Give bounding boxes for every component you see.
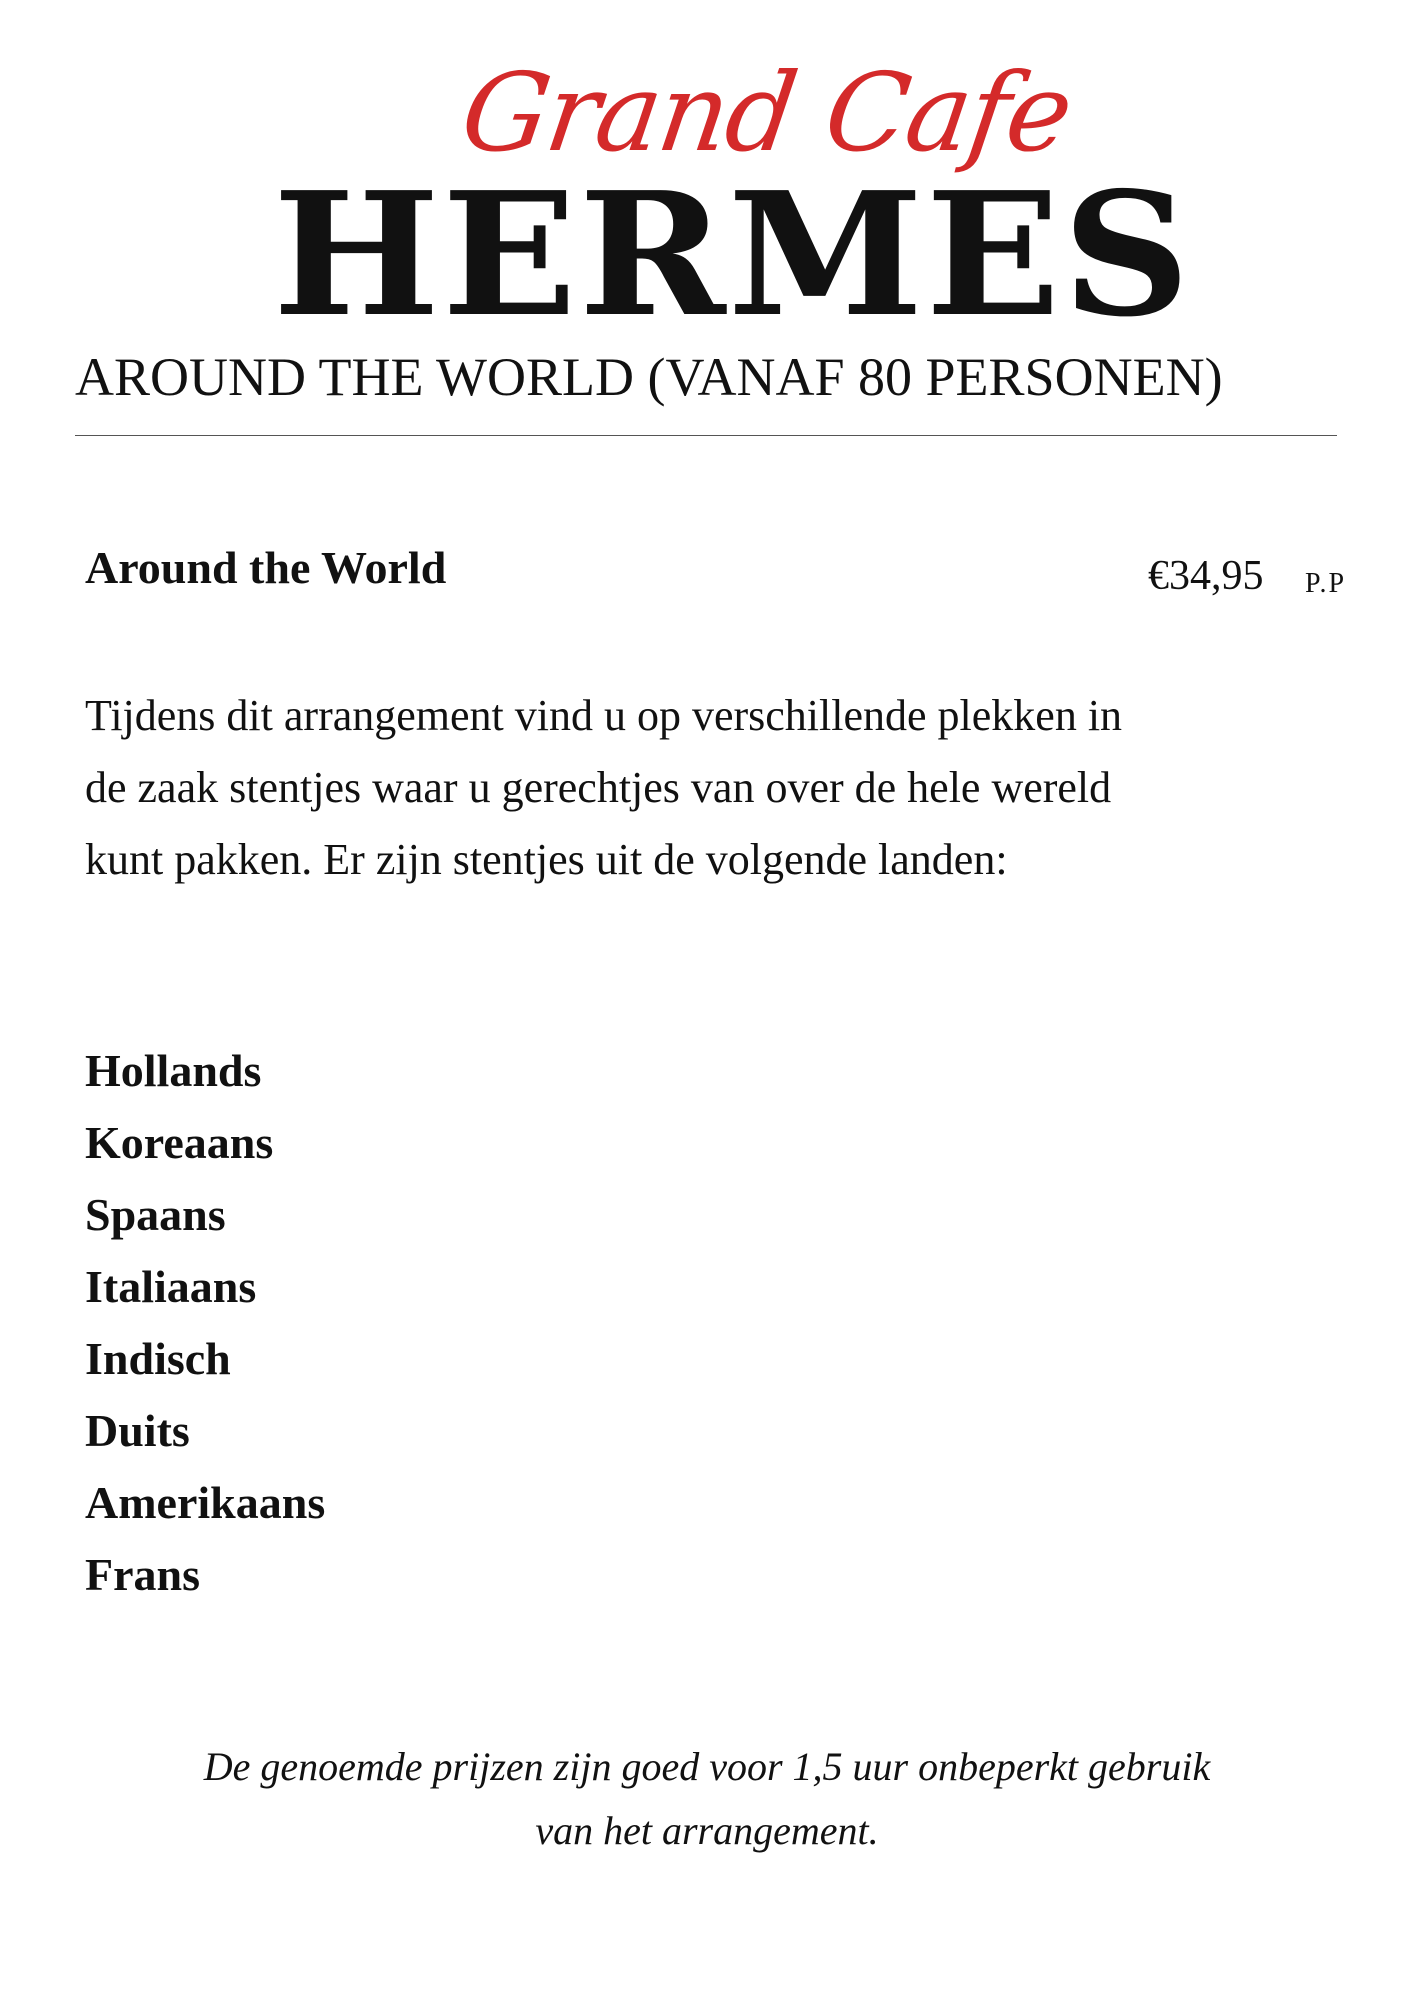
price-footnote (0, 1735, 1414, 1863)
list-item: Koreaans (85, 1117, 274, 1168)
arrangement-price: €34,95 (1148, 553, 1264, 599)
list-item: Amerikaans (85, 1477, 326, 1528)
page-title: AROUND THE WORLD (VANAF 80 PERSONEN) (75, 347, 1223, 407)
logo-script-text: Grand Cafe (454, 51, 1079, 176)
arrangement-name: Around the World (85, 542, 447, 593)
list-item: Hollands (85, 1045, 262, 1096)
grand-cafe-hermes-logo (0, 51, 1414, 355)
list-item: Indisch (85, 1333, 231, 1384)
country-list (85, 1035, 325, 1611)
title-divider (75, 435, 1337, 436)
list-item: Italiaans (85, 1261, 257, 1312)
logo-main-text: HERMES (272, 155, 1193, 355)
footnote-line-1: De genoemde prijzen zijn goed voor 1,5 uur onbeperkt gebruik (203, 1744, 1211, 1789)
list-item: Spaans (85, 1189, 226, 1240)
price-unit: P.P (1305, 568, 1347, 599)
list-item: Duits (85, 1405, 190, 1456)
list-item: Frans (85, 1549, 200, 1600)
footnote-line-2: van het arrangement. (535, 1808, 879, 1853)
arrangement-description: Tijdens dit arrangement vind u op verschillende plekken in de zaak stentjes waar u gerechtjes van over de hele wereld kunt pakken. Er zijn stentjes uit de volgende landen: (85, 691, 1123, 884)
